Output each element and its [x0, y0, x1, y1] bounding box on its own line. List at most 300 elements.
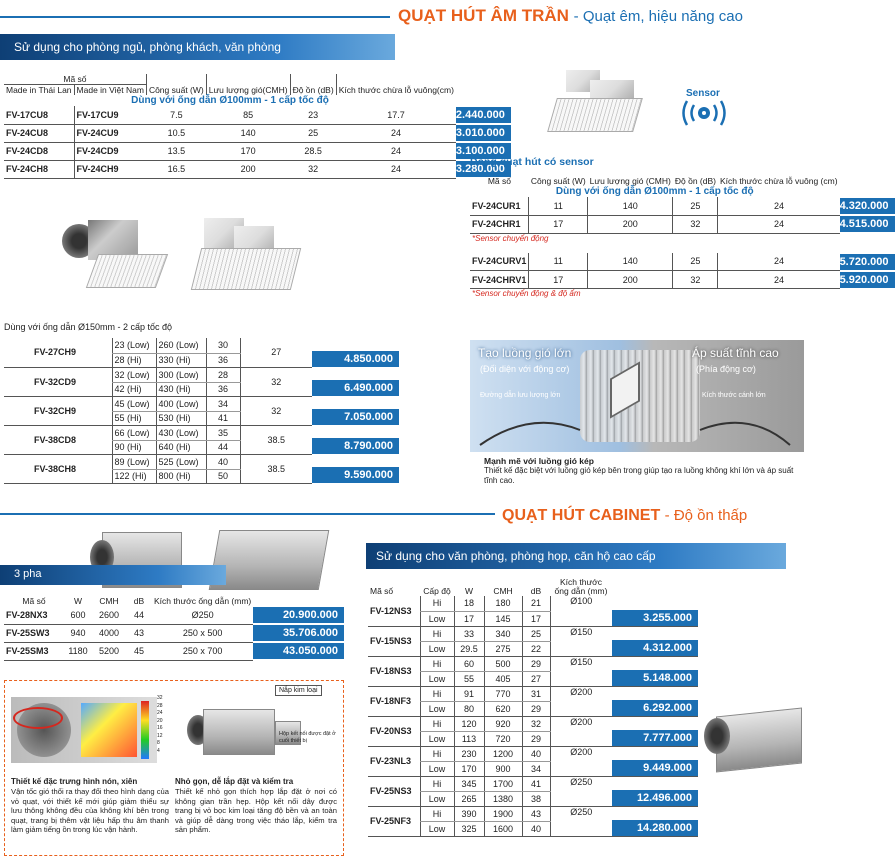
table2-rows-0-c2: 36: [206, 353, 240, 367]
table2-rows-3-b2: 640 (Hi): [156, 440, 206, 454]
cabinet-rows-2-l2: Low: [420, 671, 454, 686]
table2-rows-4-b: 525 (Low): [156, 454, 206, 469]
price-tag: 4.320.000: [840, 198, 895, 214]
cabinet-h-maso: Mã số: [370, 586, 394, 596]
table-row: [368, 686, 698, 701]
cabinet-image-2: [210, 524, 330, 596]
three-phase-rows-1-kt: 250 x 500: [152, 624, 253, 642]
table2-rows-0-kt: 27: [240, 338, 312, 367]
table2-rows-4-c2: 50: [206, 469, 240, 483]
sensor-rows1-1-w: 17: [529, 215, 588, 233]
sensor-h-ll: Lưu lượng gió (CMH): [589, 176, 671, 186]
cabinet-rows-1-m: FV-15NS3: [368, 626, 420, 656]
sensor-rows1-0-db: 25: [673, 197, 718, 215]
table1-rows-2-th: FV-24CD8: [4, 142, 74, 160]
table-row: [470, 215, 895, 233]
three-phase-table: [4, 596, 344, 661]
label-connection-box: Hộp kết nối được đặt ở cuối thiết bị: [279, 731, 336, 744]
sensor-fan-image: [546, 68, 642, 138]
cabinet-rows-2-kt: Ø150: [550, 656, 612, 686]
sensor-h-do: Độ ồn (dB): [674, 176, 716, 186]
table2-rows-3-kt: 38.5: [240, 425, 312, 454]
table2-rows-1-model: FV-32CD9: [4, 367, 112, 396]
table1-rows-2-cmh: 170: [206, 142, 290, 160]
cabinet-rows-6-d1: 41: [522, 776, 550, 791]
three-phase-rows-1-w: 940: [64, 624, 92, 642]
sensor-table: [470, 176, 895, 298]
table1-h-do: Độ ồn (dB): [290, 74, 336, 95]
table1-rows-2-vn: FV-24CD9: [74, 142, 146, 160]
table1-rows-3-th: FV-24CH8: [4, 160, 74, 178]
table2-rows-3-c: 35: [206, 425, 240, 440]
table2-rows-1-a2: 42 (Hi): [112, 382, 156, 396]
label-metal-cover: Nắp kim loại: [275, 685, 322, 696]
cabinet-rows-5-l2: Low: [420, 761, 454, 776]
sensor-rows1-0-cmh: 140: [588, 197, 673, 215]
header-title-sub: - Quạt êm, hiệu năng cao: [573, 8, 743, 25]
table1-h-maso: Mã số: [4, 74, 146, 85]
price-tag: 3.280.000: [456, 161, 511, 177]
airflow-left-title: Tạo luồng gió lớn: [478, 346, 572, 360]
table2-rows-4-kt: 38.5: [240, 454, 312, 483]
table2-rows-2-a: 45 (Low): [112, 396, 156, 411]
cabinet-rows-5-d1: 40: [522, 746, 550, 761]
feature-1-body: Vận tốc gió thổi ra thay đổi theo hình dạng của vỏ quạt, với thiết kế mới giúp giảm thiểu sự lưu thông không đều của không khí bên trong quạt, trang bị thêm vật liệu hấp thu âm thanh làm giảm tiếng ồn trong lúc vận hành.: [11, 787, 169, 835]
table1-rows-3-cmh: 200: [206, 160, 290, 178]
cabinet-rows-2-d1: 29: [522, 656, 550, 671]
table2-rows-2-c: 34: [206, 396, 240, 411]
three-phase-rows-0-db: 44: [126, 606, 152, 624]
cabinet-rows-2-c1: 500: [484, 656, 522, 671]
cabinet-rows-5-w2: 170: [454, 761, 484, 776]
table1-rows-2-kt: 24: [336, 142, 456, 160]
airflow-illustration: [470, 340, 804, 452]
table-row: [4, 454, 399, 469]
table-row: [4, 124, 511, 142]
cabinet-rows-5-d2: 34: [522, 761, 550, 776]
cabinet-rows-4-l2: Low: [420, 731, 454, 746]
feature-scale-2: 24: [157, 710, 163, 716]
price-tag: 3.255.000: [612, 610, 698, 626]
feature-scale-0: 32: [157, 695, 163, 701]
feature-scale-6: 8: [157, 740, 160, 746]
header-rule: [0, 16, 390, 18]
cabinet-h-w: W: [464, 586, 474, 596]
sensor-rows2-0-m: FV-24CURV1: [470, 253, 529, 271]
table2-rows-2-a2: 55 (Hi): [112, 411, 156, 425]
band-3pha: 3 pha: [0, 565, 226, 585]
cabinet-rows-0-l1: Hi: [420, 596, 454, 611]
section-band-ceiling: Sử dụng cho phòng ngủ, phòng khách, văn phòng: [0, 34, 395, 60]
cabinet-rows-4-m: FV-20NS3: [368, 716, 420, 746]
price-tag: 2.440.000: [456, 107, 511, 123]
cone-design-image: [11, 697, 157, 763]
sensor-rows2-1-kt: 24: [718, 271, 840, 289]
cabinet-rows-3-m: FV-18NF3: [368, 686, 420, 716]
cabinet-rows-5-c1: 1200: [484, 746, 522, 761]
table1-rows-0-w: 7.5: [146, 106, 206, 124]
cabinet-rows-5-m: FV-23NL3: [368, 746, 420, 776]
table1-rows-1-kt: 24: [336, 124, 456, 142]
table-row: [368, 626, 698, 641]
table2-rows-1-b: 300 (Low): [156, 367, 206, 382]
table1-rows-1-cmh: 140: [206, 124, 290, 142]
cabinet-rows-6-c2: 1380: [484, 791, 522, 806]
cabinet-rows-2-c2: 405: [484, 671, 522, 686]
cabinet-rows-6-m: FV-25NS3: [368, 776, 420, 806]
section-label: Dùng với ống dẫn Ø100mm - 1 cấp tốc độ: [131, 95, 329, 106]
price-tag: 3.100.000: [456, 143, 511, 159]
cabinet-rows-3-c2: 620: [484, 701, 522, 716]
cabinet-rows-3-d1: 31: [522, 686, 550, 701]
price-tag: 5.920.000: [840, 272, 895, 288]
ceiling-fan-image-1: [62, 214, 166, 294]
table1-rows-3-w: 16.5: [146, 160, 206, 178]
cabinet-rows-6-c1: 1700: [484, 776, 522, 791]
cabinet-rows-7-m: FV-25NF3: [368, 806, 420, 836]
price-tag: 5.720.000: [840, 254, 895, 270]
table1-rows-1-w: 10.5: [146, 124, 206, 142]
cabinet-rows-3-kt: Ø200: [550, 686, 612, 716]
table-row: [368, 716, 698, 731]
cabinet-rows-5-l1: Hi: [420, 746, 454, 761]
table2-rows-1-c2: 36: [206, 382, 240, 396]
cabinet-rows-4-w2: 113: [454, 731, 484, 746]
table-row: [470, 253, 895, 271]
table1-rows-1-th: FV-24CU8: [4, 124, 74, 142]
cabinet-rows-7-c1: 1900: [484, 806, 522, 821]
cabinet-rows-7-l2: Low: [420, 821, 454, 836]
sensor-h-maso: Mã số: [487, 176, 511, 186]
cabinet-rows-2-l1: Hi: [420, 656, 454, 671]
sensor-rows1-1-db: 32: [673, 215, 718, 233]
table2-rows-0-c: 30: [206, 338, 240, 353]
cabinet-rows-1-w1: 33: [454, 626, 484, 641]
table2-rows-3-a2: 90 (Hi): [112, 440, 156, 454]
table1-rows-0-cmh: 85: [206, 106, 290, 124]
cabinet-h-cmh: CMH: [493, 586, 513, 596]
airflow-right-title: Áp suất tĩnh cao: [692, 346, 779, 360]
cabinet-rows-3-w2: 80: [454, 701, 484, 716]
table1-rows-0-vn: FV-17CU9: [74, 106, 146, 124]
three-phase-h-cmh: CMH: [99, 596, 119, 606]
price-tag: 4.850.000: [312, 351, 399, 367]
table1-rows-1-vn: FV-24CU9: [74, 124, 146, 142]
price-tag: 6.292.000: [612, 700, 698, 716]
cabinet-rows-1-d1: 25: [522, 626, 550, 641]
feature-scale-7: 4: [157, 747, 160, 754]
price-tag: 6.490.000: [312, 380, 399, 396]
cabinet-rows-7-w2: 325: [454, 821, 484, 836]
cabinet-rows-3-l1: Hi: [420, 686, 454, 701]
table2-rows-0-b: 260 (Low): [156, 338, 206, 353]
cabinet-rows-2-w1: 60: [454, 656, 484, 671]
table-row: [4, 338, 399, 353]
cabinet-rows-1-w2: 29.5: [454, 641, 484, 656]
table-row: [368, 806, 698, 821]
cabinet-table: [368, 578, 698, 837]
feature-scale-3: 20: [157, 717, 163, 724]
sensor-rows2-0-db: 25: [673, 253, 718, 271]
price-tag: 7.050.000: [312, 409, 399, 425]
cabinet-title: [502, 507, 747, 525]
cabinet-rows-7-c2: 1600: [484, 821, 522, 836]
sensor-rows2-0-w: 11: [529, 253, 588, 271]
sensor-rows2-0-kt: 24: [718, 253, 840, 271]
ceiling-fan-image-2: [190, 214, 302, 294]
price-tag: 5.148.000: [612, 670, 698, 686]
three-phase-rows-1-cmh: 4000: [92, 624, 126, 642]
price-tag: 9.449.000: [612, 760, 698, 776]
table1-rows-0-th: FV-17CU8: [4, 106, 74, 124]
sensor-rows2-1-w: 17: [529, 271, 588, 289]
table2-rows-1-kt: 32: [240, 367, 312, 396]
table1-rows-1-db: 25: [290, 124, 336, 142]
table2-rows-0-a2: 28 (Hi): [112, 353, 156, 367]
table-row: [4, 142, 511, 160]
cabinet-rule: [0, 513, 495, 515]
table1-h-th: Made in Thái Lan: [6, 85, 72, 95]
price-tag: 8.790.000: [312, 438, 399, 454]
airflow-caption-body: Thiết kế đặc biệt với luồng gió kép bên trong giúp tạo ra luồng không khí lớn và áp suất tĩnh cao.: [484, 466, 794, 485]
three-phase-rows-0-m: FV-28NX3: [4, 606, 64, 624]
cabinet-rows-6-l2: Low: [420, 791, 454, 806]
table2-rows-2-b2: 530 (Hi): [156, 411, 206, 425]
price-tag: 43.050.000: [253, 643, 344, 659]
cabinet-rows-1-c1: 340: [484, 626, 522, 641]
color-scale: [157, 695, 169, 755]
sensor-section: Dùng với ống dẫn Ø100mm - 1 cấp tốc độ: [555, 186, 754, 197]
table2-rows-2-c2: 41: [206, 411, 240, 425]
cabinet-rows-1-c2: 275: [484, 641, 522, 656]
cabinet-h-cap: Cấp độ: [423, 586, 451, 596]
table2-rows-1-c: 28: [206, 367, 240, 382]
table2-rows-4-b2: 800 (Hi): [156, 469, 206, 483]
table1-rows-3-db: 32: [290, 160, 336, 178]
airflow-right-sub: (Phía động cơ): [696, 364, 756, 374]
cabinet-rows-6-w1: 345: [454, 776, 484, 791]
feature-scale-1: 28: [157, 702, 163, 709]
section-label-150mm: Dùng với ống dẫn Ø150mm - 2 cấp tốc độ: [4, 322, 172, 332]
price-tag: 7.777.000: [612, 730, 698, 746]
three-phase-h-maso: Mã số: [22, 596, 46, 606]
three-phase-h-kt: Kích thước ống dẫn (mm): [154, 596, 252, 606]
header-title-main: QUẠT HÚT ÂM TRẦN: [398, 6, 569, 25]
feature-2-body: Thiết kế nhỏ gọn thích hợp lắp đặt ở nơi có không gian trần hẹp. Hộp kết nối dây được trang bị vỏ bọc kim loại tăng độ bền và an toàn và giúp dễ dàng trong việc tháo lắp, kiểm tra sản phẩm.: [175, 787, 337, 835]
cabinet-rows-0-m: FV-12NS3: [368, 596, 420, 626]
cabinet-rows-4-c1: 920: [484, 716, 522, 731]
table-row: [4, 106, 511, 124]
table-row: [368, 596, 698, 611]
sensor-rows1-0-m: FV-24CUR1: [470, 197, 529, 215]
cabinet-image-3: [704, 700, 814, 778]
sensor-rows1-0-kt: 24: [718, 197, 840, 215]
sensor-title: Dòng quạt hút có sensor: [470, 156, 594, 168]
price-tag: 9.590.000: [312, 467, 399, 483]
cabinet-rows-4-d2: 29: [522, 731, 550, 746]
cabinet-rows-1-l1: Hi: [420, 626, 454, 641]
cabinet-rows-6-d2: 38: [522, 791, 550, 806]
sensor-rows2-0-cmh: 140: [588, 253, 673, 271]
airflow-left-label: Đường dẫn lưu lượng lớn: [480, 392, 561, 399]
table2-rows-1-a: 32 (Low): [112, 367, 156, 382]
three-phase-rows-2-db: 45: [126, 642, 152, 660]
price-tag: 20.900.000: [253, 607, 344, 623]
table1-rows-2-w: 13.5: [146, 142, 206, 160]
three-phase-h-db: dB: [133, 596, 145, 606]
airflow-left-sub: (Đối diện với động cơ): [480, 364, 570, 374]
ceiling-fan-table-2: [4, 338, 399, 484]
table1-h-vn: Made in Việt Nam: [74, 85, 146, 96]
three-phase-rows-0-w: 600: [64, 606, 92, 624]
feature-2-title: Nhỏ gọn, dễ lắp đặt và kiểm tra: [175, 777, 294, 786]
table2-rows-3-b: 430 (Low): [156, 425, 206, 440]
table2-rows-3-c2: 44: [206, 440, 240, 454]
table-row: [4, 160, 511, 178]
table1-rows-3-kt: 24: [336, 160, 456, 178]
cabinet-h-db: dB: [530, 586, 542, 596]
cabinet-rows-4-kt: Ø200: [550, 716, 612, 746]
table2-rows-0-model: FV-27CH9: [4, 338, 112, 367]
table-row: [4, 642, 344, 660]
ceiling-fan-table: [4, 74, 511, 179]
sensor-label: Sensor: [686, 88, 720, 99]
cabinet-rows-7-d1: 43: [522, 806, 550, 821]
sensor-note2: *Sensor chuyển động & độ ẩm: [472, 289, 581, 298]
three-phase-rows-0-cmh: 2600: [92, 606, 126, 624]
cabinet-rows-2-d2: 27: [522, 671, 550, 686]
table1-h-cs: Công suất (W): [146, 74, 206, 95]
cabinet-rows-0-c1: 180: [484, 596, 522, 611]
price-tag: 4.312.000: [612, 640, 698, 656]
table-row: [470, 197, 895, 215]
cabinet-band: Sử dụng cho văn phòng, phòng họp, căn hộ cao cấp: [366, 543, 786, 569]
feature-box: [4, 680, 344, 856]
table1-h-kt: Kích thước chừa lỗ vuông(cm): [336, 74, 456, 95]
cabinet-rows-6-l1: Hi: [420, 776, 454, 791]
cabinet-rows-7-kt: Ø250: [550, 806, 612, 836]
cabinet-rows-6-w2: 265: [454, 791, 484, 806]
sensor-rows2-1-cmh: 200: [588, 271, 673, 289]
price-tag: 35.706.000: [253, 625, 344, 641]
cabinet-header-title-sub: - Độ ồn thấp: [664, 507, 748, 524]
cabinet-rows-0-w2: 17: [454, 611, 484, 626]
price-tag: 4.515.000: [840, 216, 895, 232]
cabinet-rows-0-d1: 21: [522, 596, 550, 611]
table2-rows-4-a: 89 (Low): [112, 454, 156, 469]
cabinet-rows-4-c2: 720: [484, 731, 522, 746]
sensor-rows2-1-db: 32: [673, 271, 718, 289]
cabinet-rows-0-c2: 145: [484, 611, 522, 626]
cabinet-rows-6-kt: Ø250: [550, 776, 612, 806]
three-phase-rows-0-kt: Ø250: [152, 606, 253, 624]
table-row: [4, 425, 399, 440]
cabinet-rows-3-c1: 770: [484, 686, 522, 701]
table2-rows-2-b: 400 (Low): [156, 396, 206, 411]
cabinet-rows-5-w1: 230: [454, 746, 484, 761]
table1-h-ll: Lưu lượng gió(CMH): [206, 74, 290, 95]
table-row: [368, 776, 698, 791]
three-phase-rows-2-kt: 250 x 700: [152, 642, 253, 660]
cabinet-rows-2-w2: 55: [454, 671, 484, 686]
feature-scale-4: 16: [157, 725, 163, 731]
airflow-caption-title: Mạnh mẽ với luồng gió kép: [484, 456, 594, 466]
table-row: [368, 746, 698, 761]
cabinet-rows-3-w1: 91: [454, 686, 484, 701]
cabinet-rows-1-l2: Low: [420, 641, 454, 656]
table2-rows-0-a: 23 (Low): [112, 338, 156, 353]
cabinet-h-kt: Kích thước ống dẫn (mm): [554, 577, 608, 596]
cabinet-rows-4-d1: 32: [522, 716, 550, 731]
cabinet-rows-5-kt: Ø200: [550, 746, 612, 776]
three-phase-rows-2-cmh: 5200: [92, 642, 126, 660]
sensor-h-cs: Công suất (W): [530, 176, 586, 186]
table-row: [4, 367, 399, 382]
table2-rows-2-kt: 32: [240, 396, 312, 425]
table2-rows-4-model: FV-38CH8: [4, 454, 112, 483]
cabinet-rows-5-c2: 900: [484, 761, 522, 776]
page-title: [398, 6, 743, 26]
table2-rows-1-b2: 430 (Hi): [156, 382, 206, 396]
table1-rows-2-db: 28.5: [290, 142, 336, 160]
sensor-rows1-1-m: FV-24CHR1: [470, 215, 529, 233]
cabinet-rows-7-d2: 40: [522, 821, 550, 836]
three-phase-rows-1-m: FV-25SW3: [4, 624, 64, 642]
three-phase-rows-1-db: 43: [126, 624, 152, 642]
table-row: [470, 271, 895, 289]
sensor-h-kt: Kích thước chừa lỗ vuông (cm): [719, 176, 838, 186]
table-row: [368, 656, 698, 671]
table2-rows-3-a: 66 (Low): [112, 425, 156, 440]
sensor-note1: *Sensor chuyển động: [472, 233, 549, 243]
three-phase-rows-2-m: FV-25SM3: [4, 642, 64, 660]
price-tag: 3.010.000: [456, 125, 511, 141]
cabinet-rows-7-l1: Hi: [420, 806, 454, 821]
table2-rows-0-b2: 330 (Hi): [156, 353, 206, 367]
cabinet-rows-3-l2: Low: [420, 701, 454, 716]
table1-rows-0-db: 23: [290, 106, 336, 124]
cabinet-image-1: [90, 524, 194, 596]
price-tag: 14.280.000: [612, 820, 698, 836]
table1-rows-3-vn: FV-24CH9: [74, 160, 146, 178]
cabinet-rows-0-kt: Ø100: [550, 596, 612, 626]
sensor-rows2-1-m: FV-24CHRV1: [470, 271, 529, 289]
sensor-rows1-1-cmh: 200: [588, 215, 673, 233]
cabinet-rows-1-d2: 22: [522, 641, 550, 656]
feature-1-title: Thiết kế đặc trưng hình nón, xiên: [11, 777, 138, 786]
price-tag: 12.496.000: [612, 790, 698, 806]
sensor-icon: [664, 88, 744, 128]
table2-rows-2-model: FV-32CH9: [4, 396, 112, 425]
table2-rows-4-a2: 122 (Hi): [112, 469, 156, 483]
table1-rows-0-kt: 17.7: [336, 106, 456, 124]
cabinet-rows-1-kt: Ø150: [550, 626, 612, 656]
cabinet-rows-4-l1: Hi: [420, 716, 454, 731]
three-phase-rows-2-w: 1180: [64, 642, 92, 660]
cabinet-rows-0-d2: 17: [522, 611, 550, 626]
table-row: [4, 396, 399, 411]
cabinet-rows-7-w1: 390: [454, 806, 484, 821]
cabinet-rows-3-d2: 29: [522, 701, 550, 716]
sensor-rows1-1-kt: 24: [718, 215, 840, 233]
cabinet-header-title-main: QUẠT HÚT CABINET: [502, 507, 661, 524]
sensor-rows1-0-w: 11: [529, 197, 588, 215]
table2-rows-4-c: 40: [206, 454, 240, 469]
feature-scale-5: 12: [157, 732, 163, 739]
table2-rows-3-model: FV-38CD8: [4, 425, 112, 454]
cabinet-rows-2-m: FV-18NS3: [368, 656, 420, 686]
table-row: [4, 624, 344, 642]
